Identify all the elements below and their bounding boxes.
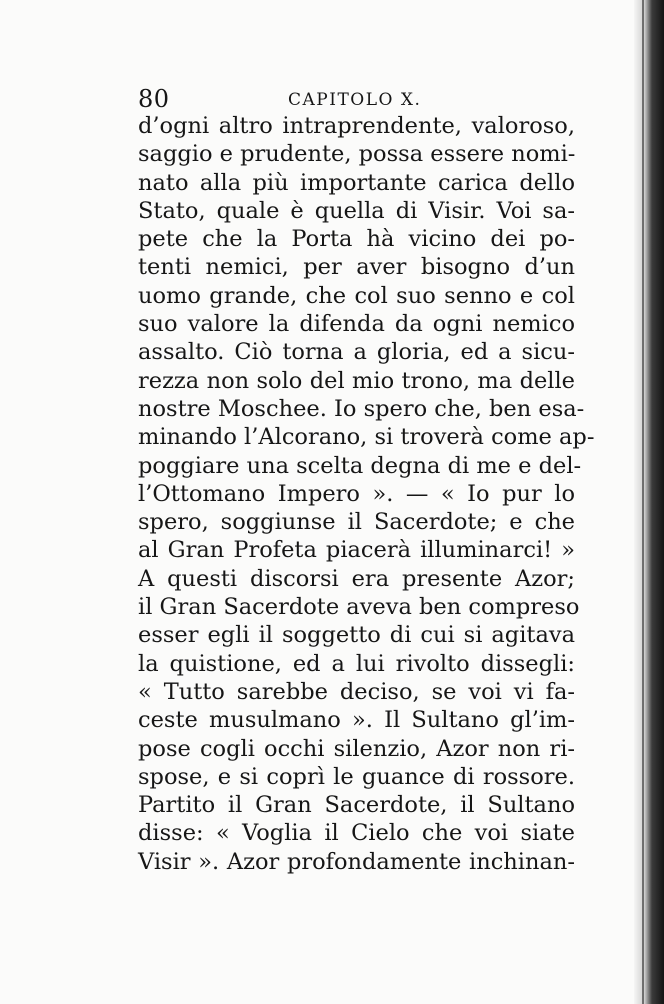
text-line: il Gran Sacerdote aveva ben compreso: [138, 594, 580, 621]
text-line: ceste musulmano ». Il Sultano gl’im-: [138, 707, 575, 734]
body-text: [138, 112, 595, 876]
text-line: tenti nemici, per aver bisogno d’un: [138, 254, 575, 281]
text-line: nato alla più importante carica dello: [138, 169, 575, 196]
text-line: minando l’Alcorano, si troverà come ap-: [138, 424, 595, 451]
text-line: uomo grande, che col suo senno e col: [138, 282, 575, 309]
text-line: rezza non solo del mio trono, ma delle: [138, 367, 575, 394]
text-line: pose cogli occhi silenzio, Azor non ri-: [138, 735, 575, 762]
running-head: CAPITOLO X.: [288, 90, 422, 110]
text-line: spero, soggiunse il Sacerdote; e che: [138, 509, 575, 536]
text-line: esser egli il soggetto di cui si agitava: [138, 622, 575, 649]
text-line: « Tutto sarebbe deciso, se voi vi fa-: [138, 678, 575, 705]
text-line: disse: « Voglia il Cielo che voi siate: [138, 820, 575, 847]
book-binding-shadow: [634, 0, 664, 1004]
page-number: 80: [138, 85, 170, 113]
text-line: suo valore la difenda da ogni nemico: [138, 311, 575, 338]
text-line: nostre Moschee. Io spero che, ben esa-: [138, 395, 585, 422]
text-line: saggio e prudente, possa essere nomi-: [138, 141, 576, 168]
text-line: spose, e si coprì le guance di rossore.: [138, 763, 575, 790]
text-line: poggiare una scelta degna di me e del-: [138, 452, 582, 479]
text-line: d’ogni altro intraprendente, valoroso,: [138, 113, 575, 139]
text-line: pete che la Porta hà vicino dei po-: [138, 226, 575, 253]
text-line: A questi discorsi era presente Azor;: [138, 565, 575, 592]
text-line: Partito il Gran Sacerdote, il Sultano: [138, 792, 575, 819]
text-line: la quistione, ed a lui rivolto dissegli:: [138, 650, 575, 677]
page-header: [138, 84, 578, 114]
text-line: l’Ottomano Impero ». — « Io pur lo: [138, 480, 575, 507]
text-line: assalto. Ciò torna a gloria, ed a sicu-: [138, 339, 575, 366]
text-line: Visir ». Azor profondamente inchinan-: [138, 848, 575, 875]
book-binding-edge-line: [642, 0, 644, 1004]
text-line: Stato, quale è quella di Visir. Voi sa-: [138, 197, 575, 224]
text-line: al Gran Profeta piacerà illuminarci! »: [138, 537, 575, 564]
